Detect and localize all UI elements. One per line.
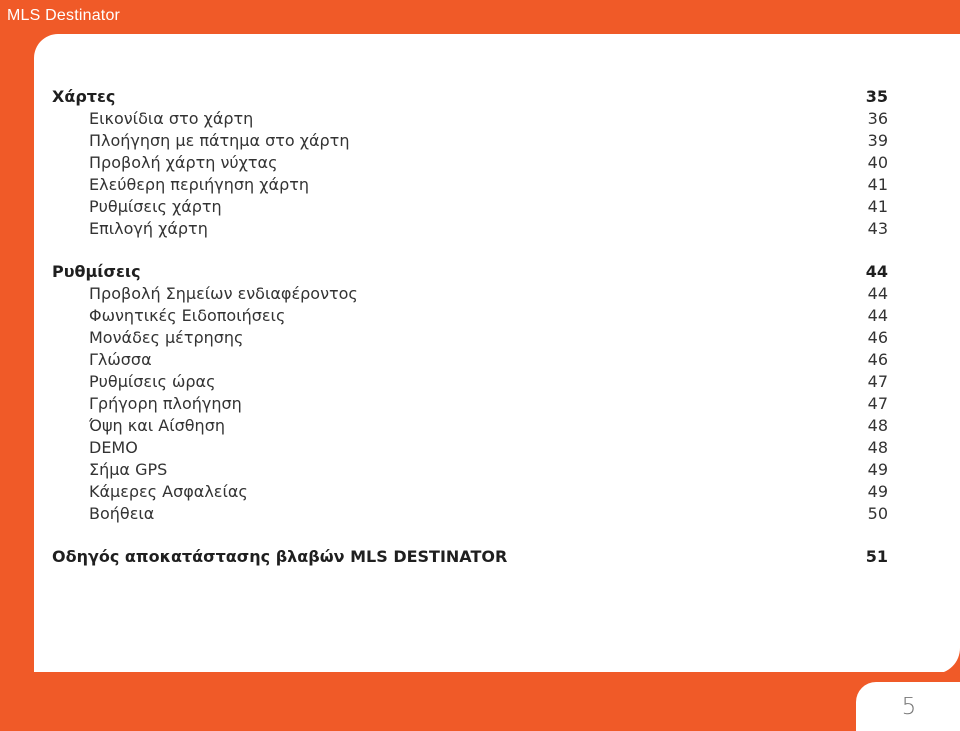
toc-page-ref: 40 [867, 153, 888, 172]
toc-item-label: Πλοήγηση με πάτημα στο χάρτη [89, 131, 350, 150]
toc-section-maps[interactable] [52, 86, 888, 108]
toc-page-ref: 50 [867, 504, 888, 523]
toc-item[interactable] [52, 108, 888, 130]
app-title: MLS Destinator [7, 7, 121, 24]
toc-item-label: Ρυθμίσεις ώρας [89, 372, 216, 391]
toc-item-label: Γλώσσα [89, 350, 152, 369]
toc-section-settings[interactable] [52, 261, 888, 283]
toc-item-label: Ελεύθερη περιήγηση χάρτη [89, 175, 309, 194]
header-bar [0, 0, 960, 34]
toc-item-label: DEMO [89, 438, 138, 457]
toc-item-label: Επιλογή χάρτη [89, 219, 208, 238]
table-of-contents [52, 86, 888, 568]
toc-item[interactable] [52, 349, 888, 371]
toc-page-ref: 48 [867, 438, 888, 457]
toc-section-troubleshooting[interactable] [52, 546, 888, 568]
toc-page-ref: 44 [867, 284, 888, 303]
toc-page-ref: 51 [865, 547, 888, 566]
page-number-badge [856, 682, 960, 731]
toc-item[interactable] [52, 459, 888, 481]
toc-spacer [52, 240, 888, 261]
toc-item-label: Γρήγορη πλοήγηση [89, 394, 242, 413]
toc-item[interactable] [52, 283, 888, 305]
toc-item-label: Φωνητικές Ειδοποιήσεις [89, 306, 286, 325]
toc-page-ref: 35 [865, 87, 888, 106]
toc-item[interactable] [52, 152, 888, 174]
toc-item[interactable] [52, 196, 888, 218]
toc-spacer [52, 525, 888, 546]
toc-item-label: Σήμα GPS [89, 460, 168, 479]
toc-item-label: Βοήθεια [89, 504, 155, 523]
toc-item[interactable] [52, 393, 888, 415]
toc-page-ref: 48 [867, 416, 888, 435]
toc-item[interactable] [52, 174, 888, 196]
toc-section-title: Χάρτες [52, 87, 116, 106]
toc-item[interactable] [52, 371, 888, 393]
toc-page-ref: 46 [867, 350, 888, 369]
toc-item[interactable] [52, 327, 888, 349]
toc-page-ref: 36 [867, 109, 888, 128]
toc-item-label: Όψη και Αίσθηση [89, 416, 225, 435]
toc-page-ref: 41 [867, 175, 888, 194]
toc-page-ref: 47 [867, 372, 888, 391]
toc-item[interactable] [52, 130, 888, 152]
toc-page-ref: 44 [867, 306, 888, 325]
page-number: 5 [901, 693, 917, 720]
toc-page-ref: 47 [867, 394, 888, 413]
toc-section-title: Οδηγός αποκατάστασης βλαβών MLS DESTINATOR [52, 547, 508, 566]
toc-item[interactable] [52, 503, 888, 525]
toc-item-label: Προβολή χάρτη νύχτας [89, 153, 278, 172]
toc-section-title: Ρυθμίσεις [52, 262, 141, 281]
toc-item[interactable] [52, 481, 888, 503]
toc-page-ref: 49 [867, 460, 888, 479]
toc-item-label: Μονάδες μέτρησης [89, 328, 244, 347]
toc-page-ref: 46 [867, 328, 888, 347]
toc-item-label: Ρυθμίσεις χάρτη [89, 197, 222, 216]
toc-page-ref: 39 [867, 131, 888, 150]
toc-item[interactable] [52, 305, 888, 327]
toc-page-ref: 41 [867, 197, 888, 216]
toc-page-ref: 44 [865, 262, 888, 281]
toc-page-ref: 49 [867, 482, 888, 501]
toc-item[interactable] [52, 218, 888, 240]
toc-item[interactable] [52, 415, 888, 437]
toc-item[interactable] [52, 437, 888, 459]
toc-item-label: Προβολή Σημείων ενδιαφέροντος [89, 284, 358, 303]
toc-item-label: Εικονίδια στο χάρτη [89, 109, 254, 128]
toc-page-ref: 43 [867, 219, 888, 238]
footer-bar [0, 672, 960, 731]
toc-item-label: Κάμερες Ασφαλείας [89, 482, 248, 501]
